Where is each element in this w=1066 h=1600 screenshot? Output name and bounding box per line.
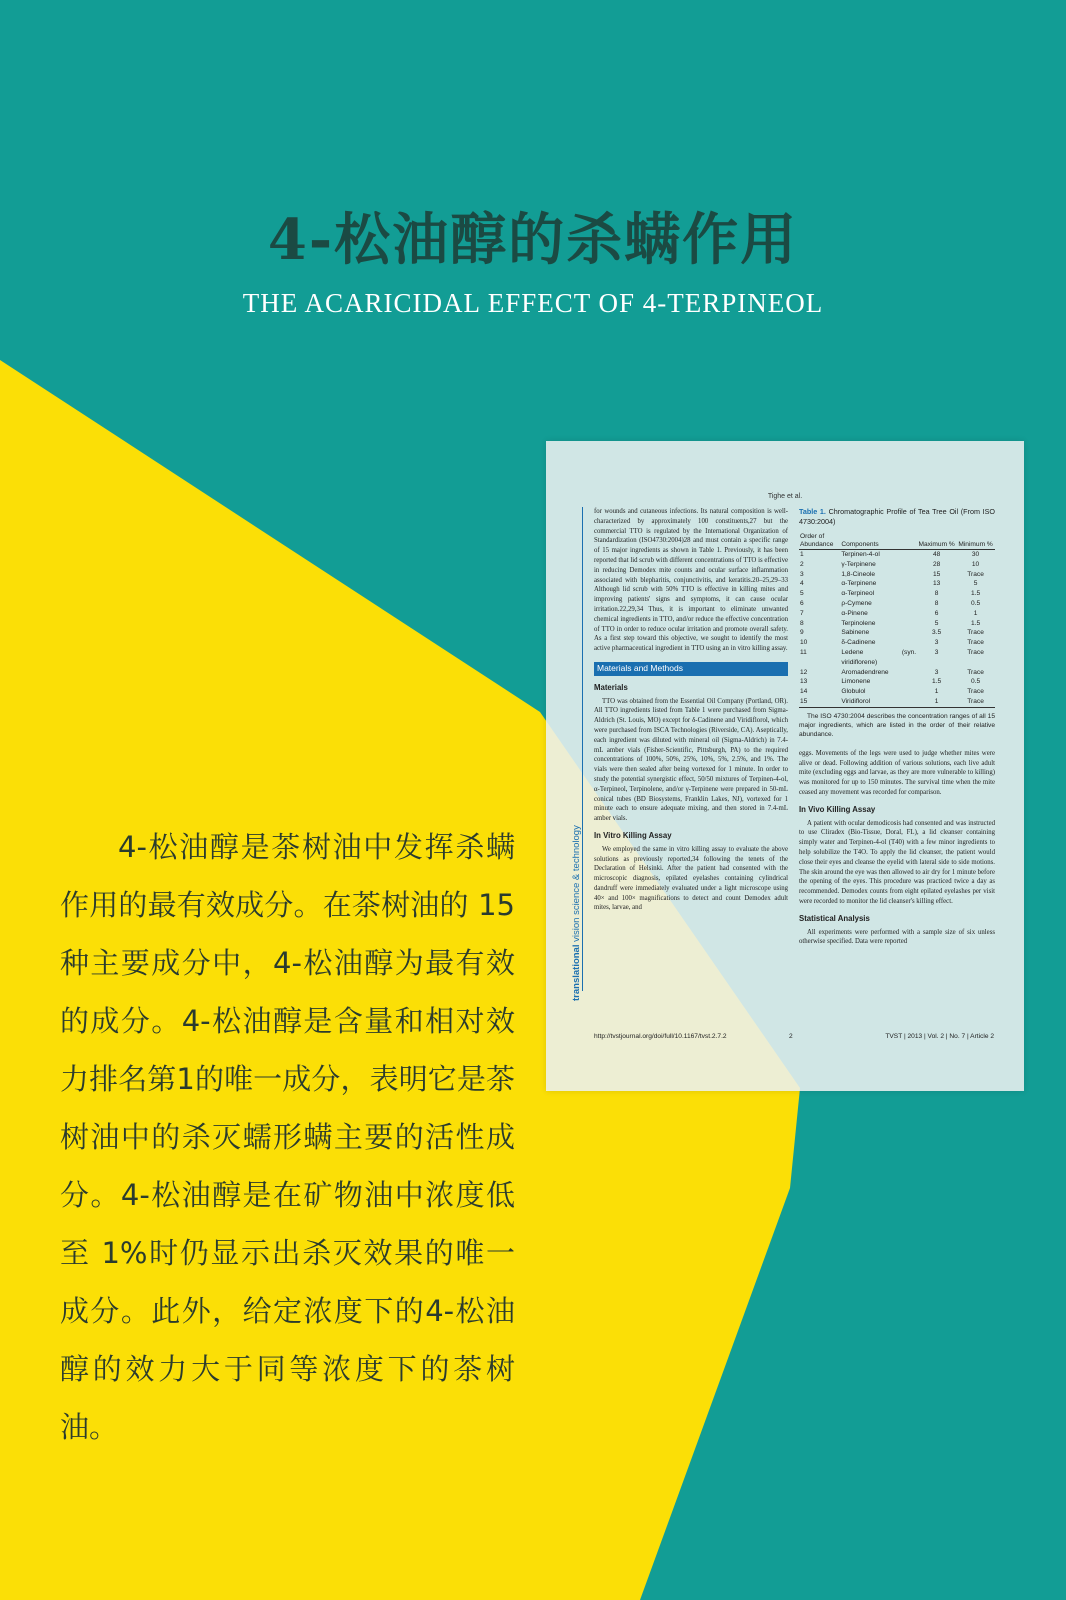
- table-cell-component: Terpinolene: [841, 619, 876, 627]
- paper-running-header: Tighe et al.: [767, 493, 803, 500]
- in-vivo-paragraph: A patient with ocular demodicosis had consented and was instructed to use Cliradex (Bio-Tissue, Doral, FL), a lid cleanser containing simply water and Terpinen-4-ol (T40) with a few minor ingredients to help solubilize the T4O. To apply the lid cleanser, the patient would close their eyes and cleanse the eyelid with lateral side to side motions. The skin around the eye was then allowed to air dry for 1 minute before the opening of the eyes. This procedure was practiced twice a day as recommended. Demodex counts from eight epilated eyelashes per visit were recorded to monitor the lid cleanser's killing effect.: [799, 819, 995, 905]
- in-vivo-heading: In Vivo Killing Assay: [799, 804, 876, 814]
- body-paragraph: 4-松油醇是茶树油中发挥杀螨作用的最有效成分。在茶树油的 15 种主要成分中，4-松油醇为最有效的成分。4-松油醇是含量和相对效力排名第1的唯一成分，表明它是茶树油中的杀灭蠕形螨主要的活性成分。4-松油醇是在矿物油中浓度低至 1%时仍显示出杀灭效果的唯一成分。此外，给定浓度下的4-松油醇的效力大于同等浓度下的茶树油。: [60, 830, 515, 1444]
- table-cell-min: Trace: [956, 697, 995, 707]
- table-header-min: Minimum %: [956, 533, 995, 550]
- in-vitro-heading: In Vitro Killing Assay: [594, 830, 672, 840]
- table-cell-order: 7: [800, 609, 804, 617]
- paper-page-number: 2: [789, 1033, 793, 1040]
- paper-journal-info: TVST | 2013 | Vol. 2 | No. 7 | Article 2: [885, 1033, 994, 1040]
- table-caption: [799, 507, 995, 527]
- table-cell-component: Terpinen-4-ol: [841, 551, 880, 558]
- right-continuation-paragraph: eggs. Movements of the legs were used to judge whether mites were alive or dead. Following addition of various solutions, each live adult mite (excluding eggs and larvae, as they are more vulnerable to killing) was monitored for up to 150 minutes. The survival time when the mite ceased any movement was recorded for comparison.: [799, 749, 995, 796]
- table-note: The ISO 4730:2004 describes the concentration ranges of all 15 major ingredients, which are listed in the order of their relative abundance.: [799, 712, 995, 738]
- table-cell-min: Trace: [967, 668, 984, 676]
- statistical-analysis-heading: Statistical Analysis: [799, 913, 870, 923]
- table-cell-min: 1.5: [970, 619, 981, 627]
- table-row: [799, 589, 995, 599]
- table-row: [799, 619, 995, 629]
- materials-methods-heading: Materials and Methods: [594, 662, 788, 676]
- chromatographic-table: [799, 533, 995, 708]
- table-cell-min: 1.5: [970, 590, 981, 598]
- journal-sidebar-rest: vision science & technology: [571, 825, 582, 945]
- table-caption-text: Chromatographic Profile of Tea Tree Oil (From ISO 4730:2004): [799, 507, 996, 526]
- table-header-row: [799, 533, 995, 550]
- table-cell-min: 0.5: [970, 599, 981, 607]
- paper-excerpt: [546, 441, 1024, 1091]
- table-row: [799, 697, 995, 707]
- table-cell-min: Trace: [967, 639, 984, 647]
- table-row: [799, 648, 995, 668]
- table-row: [799, 560, 995, 570]
- table-header-max: Maximum %: [917, 533, 956, 550]
- table-cell-component: 1,8-Cineole: [841, 570, 876, 578]
- table-row: [799, 677, 995, 687]
- table-row: [799, 628, 995, 638]
- table-cell-order: 13: [800, 678, 808, 686]
- table-cell-max: 6: [934, 609, 939, 617]
- table-cell-min: 0.5: [970, 678, 981, 686]
- table-cell-component: α-Pinene: [841, 609, 868, 617]
- table-cell-min: 1: [973, 609, 978, 617]
- table-cell-min: Trace: [967, 648, 984, 656]
- materials-heading: Materials: [594, 682, 628, 692]
- table-row: [799, 687, 995, 697]
- sidebar-rule: [582, 507, 583, 991]
- table-cell-component: γ-Terpinene: [841, 560, 876, 568]
- table-cell-component: Sabinene: [841, 629, 870, 637]
- table-row: [799, 570, 995, 580]
- table-cell-order: 5: [800, 590, 804, 598]
- statistical-analysis-paragraph: All experiments were performed with a sample size of six unless otherwise specified. Data were reported: [799, 928, 995, 946]
- table-cell-component: Aromadendrene: [841, 668, 889, 676]
- paper-right-column: [799, 507, 995, 947]
- table-row: [799, 550, 995, 560]
- table-cell-max: 3: [934, 668, 939, 676]
- table-cell-order: 12: [800, 668, 808, 676]
- table-row: [799, 638, 995, 648]
- table-cell-order: 2: [800, 560, 804, 568]
- table-cell-min: 10: [971, 560, 980, 568]
- table-cell-min: 30: [971, 551, 980, 558]
- table-cell-component: Limonene: [841, 678, 871, 686]
- table-cell-order: 10: [800, 639, 808, 647]
- table-cell-max: 8: [934, 599, 939, 607]
- table-label: Table 1.: [799, 507, 826, 516]
- table-cell-order: 15: [799, 697, 840, 707]
- table-cell-max: 3: [934, 639, 939, 647]
- table-cell-order: 14: [800, 688, 808, 696]
- table-cell-min: 5: [973, 580, 978, 588]
- journal-sidebar-bold: translational: [571, 944, 582, 1001]
- table-row: [799, 579, 995, 589]
- table-cell-component: ρ-Cymene: [841, 599, 872, 607]
- journal-sidebar-label: [571, 825, 582, 1001]
- table-cell-order: 4: [800, 580, 804, 588]
- table-cell-min: Trace: [967, 629, 984, 637]
- table-cell-min: Trace: [967, 688, 984, 696]
- page-title-chinese: 4-松油醇的杀螨作用: [267, 207, 799, 273]
- table-header-components: Components: [840, 533, 917, 550]
- table-body: [799, 550, 995, 708]
- paper-doi-link: http://tvstjournal.org/doi/full/10.1167/tvst.2.7.2: [594, 1033, 727, 1040]
- table-cell-max: 48: [932, 551, 941, 558]
- in-vitro-paragraph: We employed the same in vitro killing assay to evaluate the above solutions as previously reported,34 following the tenets of the Declaration of Helsinki. After the patient had consented with the microscopic diagnosis, epilated eyelashes containing cylindrical dandruff were immediately evaluated under a light microscope using 40× and 100× magnifications to detect and count Demodex adult mites, larvae, and: [594, 845, 788, 912]
- table-cell-max: 13: [932, 580, 941, 588]
- paper-left-column: [594, 507, 788, 913]
- table-cell-max: 28: [932, 560, 941, 568]
- table-cell-max: 1: [917, 697, 956, 707]
- table-cell-max: 3: [934, 648, 939, 656]
- table-cell-component: Ledene (syn. viridiflorene): [841, 648, 917, 666]
- table-cell-order: 1: [800, 551, 804, 558]
- table-row: [799, 599, 995, 609]
- table-cell-max: 1: [934, 688, 939, 696]
- table-cell-order: 3: [800, 570, 804, 578]
- table-cell-max: 5: [934, 619, 939, 627]
- table-cell-max: 1.5: [932, 678, 942, 686]
- table-cell-order: 8: [800, 619, 804, 627]
- table-cell-component: α-Terpineol: [841, 590, 875, 598]
- table-cell-order: 9: [800, 629, 804, 637]
- table-cell-max: 15: [932, 570, 941, 578]
- table-cell-component: α-Terpinene: [841, 580, 877, 588]
- table-cell-min: Trace: [967, 570, 984, 578]
- table-row: [799, 668, 995, 678]
- page-title-english: THE ACARICIDAL EFFECT OF 4-TERPINEOL: [242, 288, 824, 318]
- table-header-order: Order of Abundance: [799, 533, 840, 550]
- materials-paragraph: TTO was obtained from the Essential Oil Company (Portland, OR). All TTO ingredients listed from Table 1 were purchased from Sigma-Aldrich (St. Louis, MO) except for δ-Cadinene and Viridiflorol, which were purchased from ISCA Technologies (Riverside, CA). Aseptically, each ingredient was diluted with mineral oil (Sigma-Aldrich) in 7.4-mL amber vials (Fisher-Scientific, Pittsburgh, PA) to the required concentrations of 100%, 50%, 25%, 10%, 5%, 2.5%, and 1%. The vials were then sealed after being vortexed for 1 minute. In order to study the potential synergistic effect, 50/50 mixtures of Terpinen-4-ol, α-Terpineol, Terpinolene, and/or γ-Terpinene were prepared in 50-mL conical tubes (BD Biosystems, Franklin Lakes, NJ), vortexed for 1 minute each to ensure adequate mixing, and then stored in 7.4-mL amber vials.: [594, 697, 788, 823]
- table-cell-order: 6: [800, 599, 804, 607]
- table-cell-component: Viridiflorol: [840, 697, 917, 707]
- table-cell-component: Globulol: [841, 688, 866, 696]
- table-cell-component: δ-Cadinene: [841, 639, 876, 647]
- table-cell-max: 3.5: [932, 629, 942, 637]
- table-cell-order: 11: [800, 648, 807, 656]
- table-row: [799, 609, 995, 619]
- paper-intro-paragraph: for wounds and cutaneous infections. Its natural composition is well-characterized by approximately 100 constituents,27 but the commercial TTO is regulated by the International Organization of Standardization (ISO4730:2004)28 and must contain a specific range of 15 major ingredients as shown in Table 1. Previously, it has been reported that lid scrub with different concentrations of TTO is effective in reducing Demodex mite counts and ocular surface inflammation associated with blepharitis, conjunctivitis, and keratitis.20–25,29–33 Although lid scrub with 50% TTO is effective in killing mites and improving patients' signs and symptoms, it can cause ocular irritation.22,29,34 Thus, it is important to eliminate unwanted chemical ingredients in TTO, and/or reduce the effective concentration of TTO in order to reduce ocular irritation and promote overall safety. As a first step toward this objective, we sought to identify the most active pharmaceutical ingredient in TTO using an in vitro killing assay.: [594, 508, 788, 653]
- table-cell-max: 8: [934, 590, 939, 598]
